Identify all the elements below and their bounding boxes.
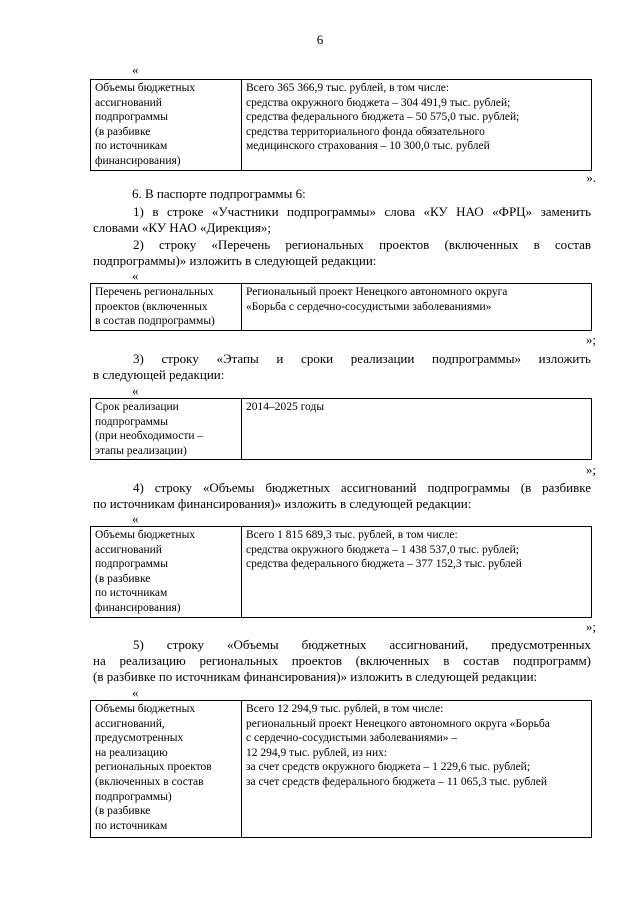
item-5-paragraph xyxy=(93,637,591,685)
close-quote: »; xyxy=(585,619,596,634)
label-line: (при необходимости – xyxy=(95,430,204,443)
item-2-paragraph xyxy=(93,237,591,269)
paragraph-line: в следующей редакции: xyxy=(93,367,225,382)
label-line: (в разбивке xyxy=(95,125,151,138)
paragraph-line: подпрограммы)» изложить в следующей редакции: xyxy=(93,253,377,268)
label-line: финансирования) xyxy=(95,601,181,614)
value-line: средства федерального бюджета – 50 575,0 тыс. рублей; xyxy=(246,111,520,124)
section-heading: 6. В паспорте подпрограммы 6: xyxy=(132,186,306,201)
close-quote: »; xyxy=(585,332,596,347)
page-number: 6 xyxy=(316,32,324,47)
label-line: ассигнований xyxy=(95,543,162,556)
paragraph-line: (в разбивке по источникам финансирования)» изложить в следующей редакции: xyxy=(93,669,538,684)
paragraph-line: 3) строку «Этапы и сроки реализации подпрограммы» изложить xyxy=(133,351,591,366)
passport-table-projects xyxy=(90,283,592,331)
open-quote: « xyxy=(132,511,139,526)
paragraph-line: 1) в строке «Участники подпрограммы» слова «КУ НАО «ФРЦ» заменить xyxy=(133,204,591,219)
value-line: Всего 12 294,9 тыс. рублей, в том числе: xyxy=(246,703,444,715)
label-line: по источникам xyxy=(95,587,168,600)
passport-table-regional-projects-budget xyxy=(90,700,592,838)
label-line: финансирования) xyxy=(95,154,181,167)
close-quote: »; xyxy=(585,462,596,477)
label-line: Перечень региональных xyxy=(95,286,214,298)
open-quote: « xyxy=(132,685,139,700)
label-line: Срок реализации xyxy=(95,401,179,413)
value-cell xyxy=(242,399,592,460)
label-line: Объемы бюджетных xyxy=(95,82,196,94)
value-line: за счет средств федерального бюджета – 11 065,3 тыс. рублей xyxy=(246,775,547,788)
label-line: подпрограммы xyxy=(95,415,168,428)
value-line: «Борьба с сердечно-сосудистыми заболеваниями» xyxy=(246,300,492,313)
label-line: региональных проектов xyxy=(95,761,212,774)
value-line: Региональный проект Ненецкого автономного округа xyxy=(246,286,508,298)
label-line: подпрограммы) xyxy=(95,790,172,803)
value-line: за счет средств окружного бюджета – 1 229,6 тыс. рублей; xyxy=(246,761,531,774)
paragraph-line: 5) строку «Объемы бюджетных ассигнований, предусмотренных xyxy=(133,637,591,652)
label-cell xyxy=(91,701,242,838)
value-line: Всего 365 366,9 тыс. рублей, в том числе: xyxy=(246,82,450,94)
passport-table-subprogram-budget xyxy=(90,526,592,618)
label-line: проектов (включенных xyxy=(95,300,208,313)
value-cell xyxy=(242,80,592,171)
paragraph-line: словами «КУ НАО «Дирекция»; xyxy=(93,220,271,235)
label-line: ассигнований xyxy=(95,96,162,109)
paragraph-line: 4) строку «Объемы бюджетных ассигнований подпрограммы (в разбивке xyxy=(133,480,591,495)
close-quote: ». xyxy=(586,170,596,185)
label-line: по источникам xyxy=(95,819,168,832)
value-line: средства территориального фонда обязательного xyxy=(246,125,485,138)
label-line: подпрограммы xyxy=(95,558,168,571)
label-line: этапы реализации) xyxy=(95,444,187,457)
value-cell xyxy=(242,527,592,618)
paragraph-line: на реализацию региональных проектов (включенных в состав подпрограмм) xyxy=(93,653,591,668)
value-line: Всего 1 815 689,3 тыс. рублей, в том числе: xyxy=(246,529,458,541)
value-cell xyxy=(242,701,592,838)
label-cell xyxy=(91,80,242,171)
label-line: на реализацию xyxy=(95,746,168,759)
label-cell xyxy=(91,284,242,331)
value-line: средства окружного бюджета – 1 438 537,0 тыс. рублей; xyxy=(246,543,519,556)
item-4-paragraph xyxy=(93,480,591,512)
label-line: предусмотренных xyxy=(95,732,184,745)
label-line: (включенных в состав xyxy=(95,775,204,788)
label-line: Объемы бюджетных xyxy=(95,703,196,715)
value-line: средства федерального бюджета – 377 152,3 тыс. рублей xyxy=(246,558,522,571)
value-cell xyxy=(242,284,592,331)
item-3-paragraph xyxy=(93,351,591,383)
value-line: 12 294,9 тыс. рублей, из них: xyxy=(246,746,388,759)
label-line: по источникам xyxy=(95,140,168,153)
value-line: медицинского страхования – 10 300,0 тыс. рублей xyxy=(246,140,490,153)
value-line: региональный проект Ненецкого автономного округа «Борьба xyxy=(246,717,550,730)
passport-table-period xyxy=(90,398,592,460)
value-line: средства окружного бюджета – 304 491,9 тыс. рублей; xyxy=(246,96,511,109)
open-quote: « xyxy=(132,268,139,283)
label-cell xyxy=(91,399,242,460)
value-line: 2014–2025 годы xyxy=(246,401,325,413)
item-1-paragraph xyxy=(93,204,591,236)
label-line: (в разбивке xyxy=(95,805,151,818)
paragraph-line: 2) строку «Перечень региональных проектов (включенных в состав xyxy=(133,237,591,252)
paragraph-line: по источникам финансирования)» изложить в следующей редакции: xyxy=(93,496,472,511)
open-quote: « xyxy=(132,383,139,398)
value-line: с сердечно-сосудистыми заболеваниями» – xyxy=(246,732,458,745)
label-line: (в разбивке xyxy=(95,572,151,585)
label-line: Объемы бюджетных xyxy=(95,529,196,541)
label-line: в состав подпрограммы) xyxy=(95,315,215,328)
label-line: ассигнований, xyxy=(95,717,165,730)
label-line: подпрограммы xyxy=(95,111,168,124)
open-quote: « xyxy=(132,62,139,77)
passport-table-budget xyxy=(90,79,592,171)
label-cell xyxy=(91,527,242,618)
